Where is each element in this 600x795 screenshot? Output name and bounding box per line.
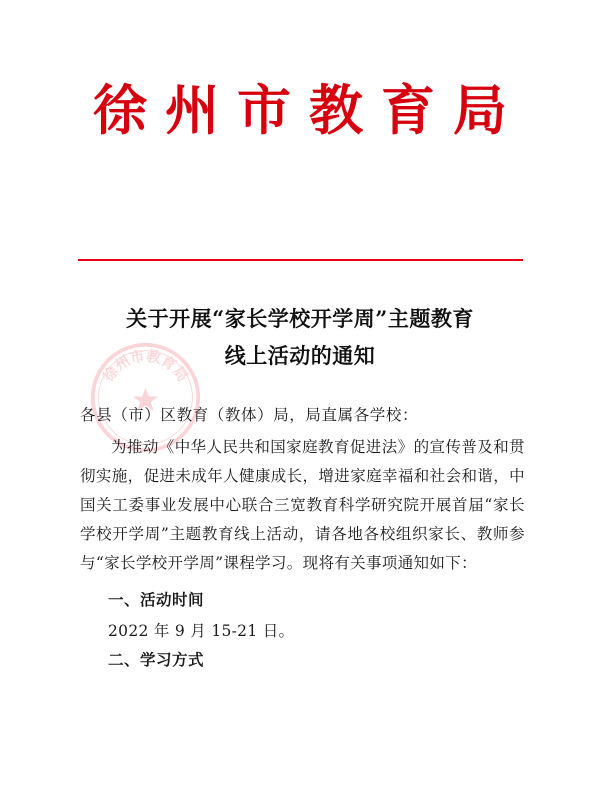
activity-time-detail: 2022 年 9 月 15-21 日。 xyxy=(108,622,295,640)
section-heading-study-method: 二、学习方式 xyxy=(108,651,205,669)
notice-title-line1: 关于开展“家长学校开学周”主题教育 xyxy=(126,306,474,331)
masthead-agency-name: 徐州市教育局 xyxy=(93,78,525,142)
body-paragraph: 为推动《中华人民共和国家庭教育促进法》的宣传普及和贯彻实施，促进未成年人健康成长，增进家庭幸福和社会和谐，中国关工委事业发展中心联合三宽教育科学研究院开展首届“家长学校开学周”主题教育线上活动，请各地各校组织家长、教师参与“家长学校开学周”课程学习。现将有关事项通知如下： xyxy=(80,438,525,572)
notice-title-line2: 线上活动的通知 xyxy=(224,343,376,368)
seal-text: 徐州市教育局 xyxy=(100,348,191,385)
red-divider-line xyxy=(78,259,523,261)
salutation: 各县（市）区教育（教体）局，局直属各学校： xyxy=(80,406,419,424)
section-heading-activity-time: 一、活动时间 xyxy=(108,591,205,609)
svg-text:徐州市教育局 xyxy=(99,347,191,385)
